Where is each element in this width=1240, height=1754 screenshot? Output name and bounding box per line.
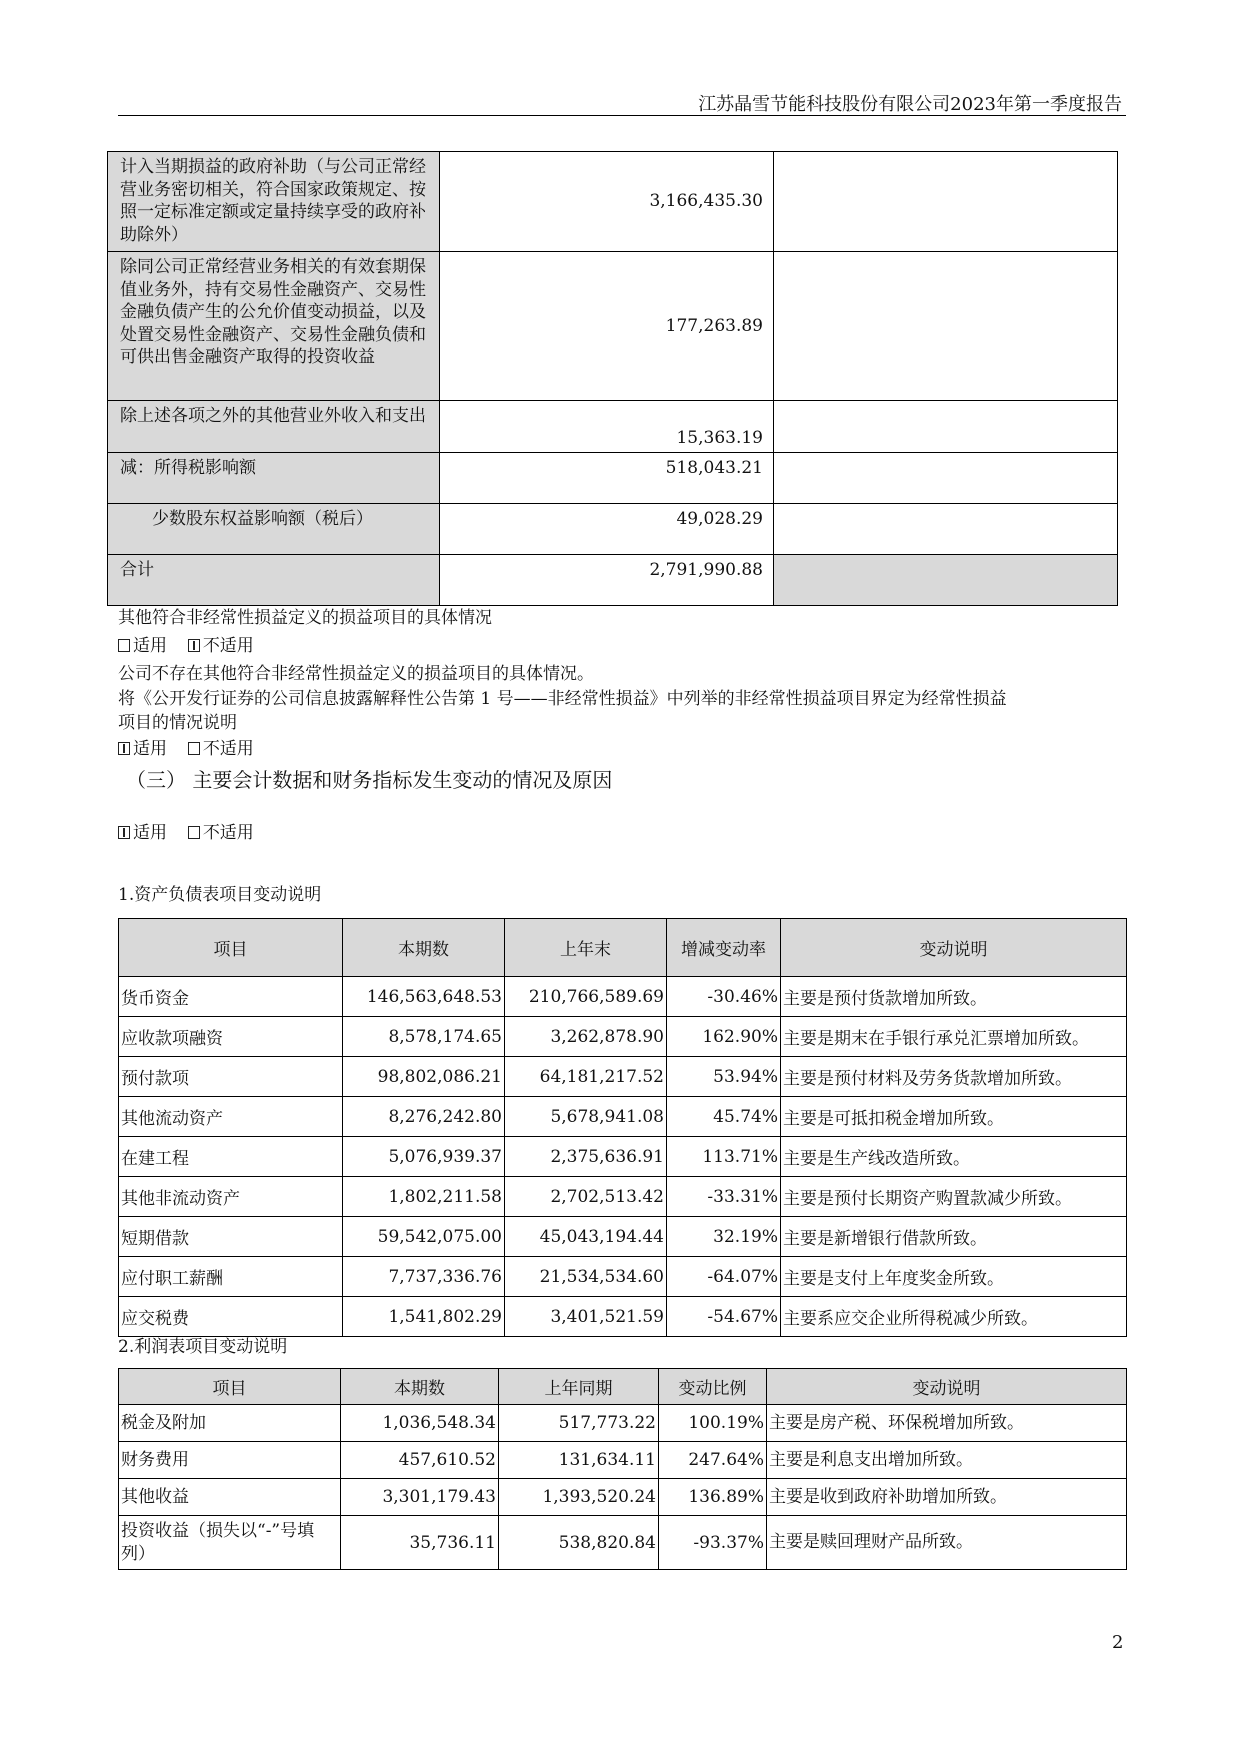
table-row <box>119 977 1127 1017</box>
classification-line-2: 项目的情况说明 <box>118 713 237 733</box>
column-header: 变动说明 <box>767 1369 1127 1405</box>
other-items-heading: 其他符合非经常性损益定义的损益项目的具体情况 <box>118 608 492 628</box>
table-row <box>108 252 1118 401</box>
column-header: 项目 <box>119 919 343 977</box>
prior-value: 3,262,878.90 <box>505 1017 667 1057</box>
current-value: 35,736.11 <box>341 1516 499 1570</box>
table-row <box>108 453 1118 504</box>
nonrecurring-table <box>107 151 1118 606</box>
item-name: 应收款项融资 <box>119 1017 343 1057</box>
column-header: 增减变动率 <box>667 919 781 977</box>
checkbox-checked-icon <box>118 742 130 755</box>
change-rate: 100.19% <box>659 1405 767 1442</box>
item-name: 其他非流动资产 <box>119 1177 343 1217</box>
item-name: 投资收益（损失以“-”号填列） <box>119 1516 341 1570</box>
current-value: 98,802,086.21 <box>343 1057 505 1097</box>
column-header: 变动比例 <box>659 1369 767 1405</box>
applicable-label: 适用 <box>133 636 167 656</box>
prior-value: 2,702,513.42 <box>505 1177 667 1217</box>
checkbox-unchecked-icon <box>188 742 200 755</box>
table-header-row <box>119 919 1127 977</box>
item-amount: 3,166,435.30 <box>440 152 774 252</box>
applicable-label: 适用 <box>133 823 167 843</box>
change-rate: 136.89% <box>659 1479 767 1516</box>
checkbox-unchecked-icon <box>118 639 130 652</box>
current-value: 8,276,242.80 <box>343 1097 505 1137</box>
change-explanation: 主要是可抵扣税金增加所致。 <box>781 1097 1127 1137</box>
item-amount: 518,043.21 <box>440 453 774 504</box>
item-description: 减：所得税影响额 <box>108 453 440 504</box>
change-rate: -64.07% <box>667 1257 781 1297</box>
prior-value: 5,678,941.08 <box>505 1097 667 1137</box>
checkbox-unchecked-icon <box>188 826 200 839</box>
column-header: 变动说明 <box>781 919 1127 977</box>
change-explanation: 主要是收到政府补助增加所致。 <box>767 1479 1127 1516</box>
checkbox-checked-icon <box>188 639 200 652</box>
change-explanation: 主要是房产税、环保税增加所致。 <box>767 1405 1127 1442</box>
item-name: 在建工程 <box>119 1137 343 1177</box>
checkbox-checked-icon <box>118 826 130 839</box>
item-note <box>774 252 1118 401</box>
change-rate: 247.64% <box>659 1442 767 1479</box>
current-value: 59,542,075.00 <box>343 1217 505 1257</box>
no-other-items-statement: 公司不存在其他符合非经常性损益定义的损益项目的具体情况。 <box>118 664 594 684</box>
item-name: 税金及附加 <box>119 1405 341 1442</box>
item-description: 除同公司正常经营业务相关的有效套期保值业务外，持有交易性金融资产、交易性金融负债产生的公允价值变动损益，以及处置交易性金融资产、交易性金融负债和可供出售金融资产取得的投资收益 <box>108 252 440 401</box>
applicability-line-2 <box>118 738 254 760</box>
change-explanation: 主要系应交企业所得税减少所致。 <box>781 1297 1127 1337</box>
income-statement-table <box>118 1368 1127 1570</box>
total-note <box>774 555 1118 606</box>
item-amount: 49,028.29 <box>440 504 774 555</box>
total-label: 合计 <box>108 555 440 606</box>
change-explanation: 主要是赎回理财产品所致。 <box>767 1516 1127 1570</box>
change-rate: 162.90% <box>667 1017 781 1057</box>
balance-sheet-table <box>118 918 1127 1337</box>
table-row <box>108 152 1118 252</box>
balance-sheet-heading: 1.资产负债表项目变动说明 <box>118 885 322 905</box>
current-value: 146,563,648.53 <box>343 977 505 1017</box>
balance-sheet-body <box>119 977 1127 1337</box>
change-rate: -30.46% <box>667 977 781 1017</box>
item-name: 财务费用 <box>119 1442 341 1479</box>
table-row <box>119 1297 1127 1337</box>
item-description: 计入当期损益的政府补助（与公司正常经营业务密切相关，符合国家政策规定、按照一定标准定额或定量持续享受的政府补助除外） <box>108 152 440 252</box>
change-rate: -33.31% <box>667 1177 781 1217</box>
change-explanation: 主要是预付长期资产购置款减少所致。 <box>781 1177 1127 1217</box>
table-row <box>119 1137 1127 1177</box>
table-row <box>119 1257 1127 1297</box>
item-name: 其他流动资产 <box>119 1097 343 1137</box>
not-applicable-label: 不适用 <box>202 636 254 656</box>
item-amount: 15,363.19 <box>440 401 774 453</box>
current-value: 1,036,548.34 <box>341 1405 499 1442</box>
item-name: 应付职工薪酬 <box>119 1257 343 1297</box>
change-explanation: 主要是预付货款增加所致。 <box>781 977 1127 1017</box>
current-value: 1,541,802.29 <box>343 1297 505 1337</box>
prior-value: 45,043,194.44 <box>505 1217 667 1257</box>
current-value: 3,301,179.43 <box>341 1479 499 1516</box>
income-heading: 2.利润表项目变动说明 <box>118 1337 288 1357</box>
column-header: 项目 <box>119 1369 341 1405</box>
item-note <box>774 504 1118 555</box>
section-heading: （三） 主要会计数据和财务指标发生变动的情况及原因 <box>126 768 613 792</box>
item-amount: 177,263.89 <box>440 252 774 401</box>
prior-value: 131,634.11 <box>499 1442 659 1479</box>
change-rate: 53.94% <box>667 1057 781 1097</box>
item-note <box>774 453 1118 504</box>
table-row <box>119 1405 1127 1442</box>
column-header: 本期数 <box>341 1369 499 1405</box>
prior-value: 210,766,589.69 <box>505 977 667 1017</box>
table-row-total <box>108 555 1118 606</box>
column-header: 上年末 <box>505 919 667 977</box>
prior-value: 3,401,521.59 <box>505 1297 667 1337</box>
applicability-line-1 <box>118 635 254 657</box>
item-name: 其他收益 <box>119 1479 341 1516</box>
not-applicable-label: 不适用 <box>202 739 254 759</box>
change-rate: 32.19% <box>667 1217 781 1257</box>
prior-value: 538,820.84 <box>499 1516 659 1570</box>
table-row <box>119 1217 1127 1257</box>
change-explanation: 主要是期末在手银行承兑汇票增加所致。 <box>781 1017 1127 1057</box>
item-name: 短期借款 <box>119 1217 343 1257</box>
not-applicable-label: 不适用 <box>202 823 254 843</box>
current-value: 1,802,211.58 <box>343 1177 505 1217</box>
change-explanation: 主要是预付材料及劳务货款增加所致。 <box>781 1057 1127 1097</box>
current-value: 7,737,336.76 <box>343 1257 505 1297</box>
item-note <box>774 152 1118 252</box>
item-note <box>774 401 1118 453</box>
table-row <box>108 504 1118 555</box>
item-description: 除上述各项之外的其他营业外收入和支出 <box>108 401 440 453</box>
table-row <box>119 1177 1127 1217</box>
income-statement-body <box>119 1405 1127 1570</box>
change-explanation: 主要是支付上年度奖金所致。 <box>781 1257 1127 1297</box>
item-name: 预付款项 <box>119 1057 343 1097</box>
current-value: 5,076,939.37 <box>343 1137 505 1177</box>
table-row <box>119 1097 1127 1137</box>
prior-value: 517,773.22 <box>499 1405 659 1442</box>
item-name: 应交税费 <box>119 1297 343 1337</box>
prior-value: 2,375,636.91 <box>505 1137 667 1177</box>
item-description: 少数股东权益影响额（税后） <box>108 504 440 555</box>
change-explanation: 主要是生产线改造所致。 <box>781 1137 1127 1177</box>
table-row <box>119 1057 1127 1097</box>
column-header: 上年同期 <box>499 1369 659 1405</box>
table-row <box>119 1017 1127 1057</box>
current-value: 8,578,174.65 <box>343 1017 505 1057</box>
change-rate: 45.74% <box>667 1097 781 1137</box>
prior-value: 1,393,520.24 <box>499 1479 659 1516</box>
report-title: 江苏晶雪节能科技股份有限公司2023年第一季度报告 <box>698 94 1122 115</box>
prior-value: 21,534,534.60 <box>505 1257 667 1297</box>
current-value: 457,610.52 <box>341 1442 499 1479</box>
total-amount: 2,791,990.88 <box>440 555 774 606</box>
table-header-row <box>119 1369 1127 1405</box>
change-explanation: 主要是新增银行借款所致。 <box>781 1217 1127 1257</box>
applicable-label: 适用 <box>133 739 167 759</box>
column-header: 本期数 <box>343 919 505 977</box>
page-header <box>118 88 1126 116</box>
table-row <box>119 1442 1127 1479</box>
item-name: 货币资金 <box>119 977 343 1017</box>
change-rate: 113.71% <box>667 1137 781 1177</box>
classification-line-1: 将《公开发行证券的公司信息披露解释性公告第 1 号——非经常性损益》中列举的非经常性损益项目界定为经常性损益 <box>118 689 1007 709</box>
change-rate: -54.67% <box>667 1297 781 1337</box>
page-number: 2 <box>1112 1632 1124 1653</box>
table-row <box>108 401 1118 453</box>
change-rate: -93.37% <box>659 1516 767 1570</box>
prior-value: 64,181,217.52 <box>505 1057 667 1097</box>
applicability-line-3 <box>118 822 254 844</box>
table-row <box>119 1479 1127 1516</box>
table-row <box>119 1516 1127 1570</box>
change-explanation: 主要是利息支出增加所致。 <box>767 1442 1127 1479</box>
